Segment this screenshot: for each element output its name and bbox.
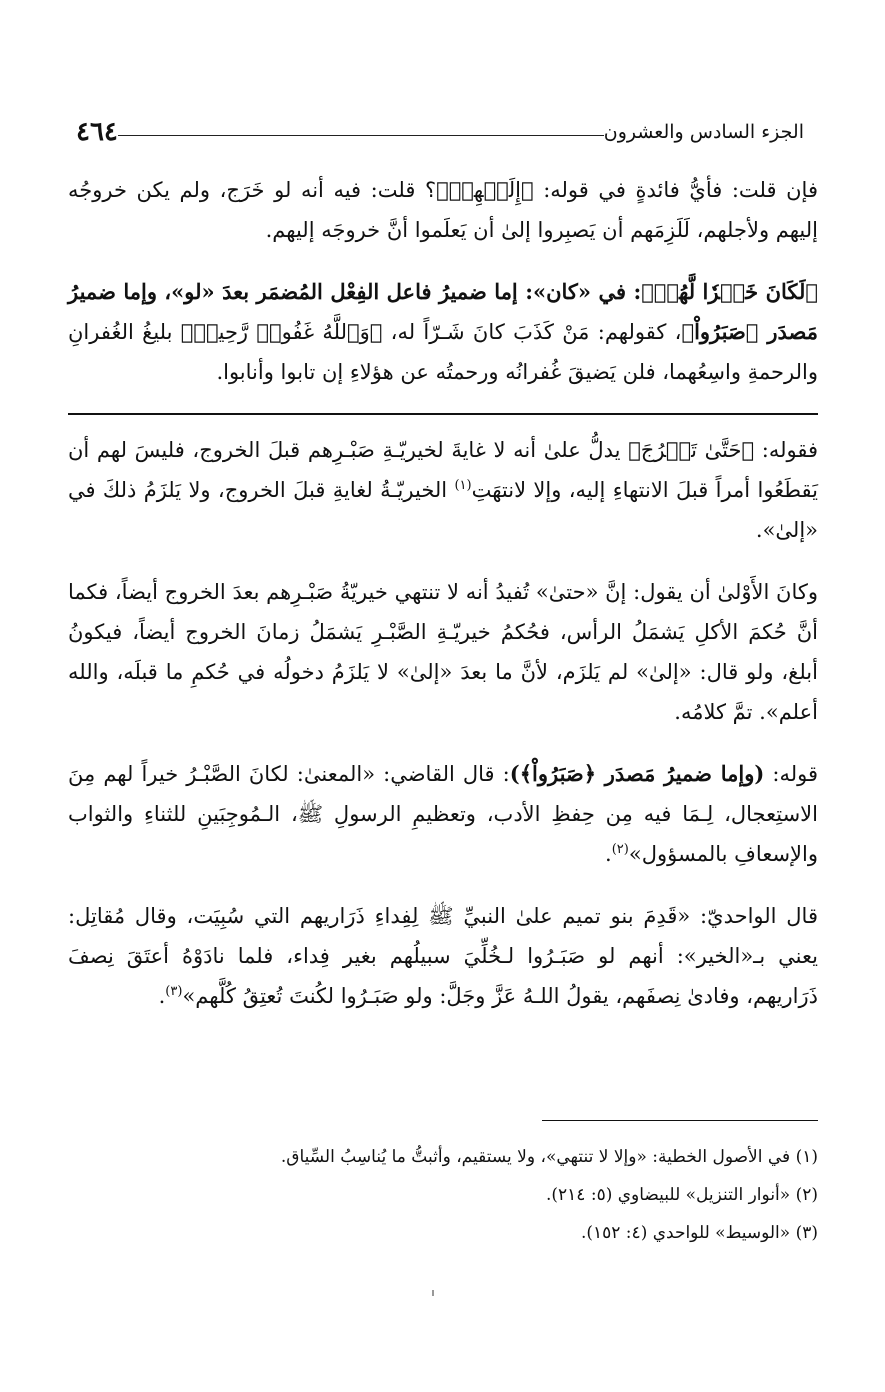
commentary-paragraph — [68, 572, 818, 732]
page-number: ٤٦٤ — [76, 117, 118, 147]
commentary-text-run: وكانَ الأَوْلىٰ أن يقول: إنَّ «حتىٰ» تُفيدُ أنه لا تنتهي خيريّةُ صَبْـرِهم بعدَ الخروج أيضاً، فكما أنَّ حُكمَ الأكلِ يَشمَلُ الرأس، فحُكمُ خيريّـةِ الصَّبْـرِ يَشمَلُ زمانَ الخروج أيضاً، فيكونُ أبلغ، ولو قال: «إلىٰ» لم يَلزَم، لأنَّ ما بعدَ «إلىٰ» لا يَلزَمُ دخولُه في حُكمِ ما قبلَه، والله أعلم». تمَّ كلامُه. — [68, 580, 818, 724]
commentary-paragraph — [68, 896, 818, 1016]
commentary-paragraph — [68, 430, 818, 550]
text-divider — [68, 413, 818, 415]
commentary-text — [68, 430, 818, 1038]
commentary-text-run: قوله: — [764, 762, 819, 786]
footnote-rule — [542, 1120, 818, 1121]
header-rule — [118, 135, 604, 136]
footnote-ref: (٣) — [165, 984, 183, 999]
main-text — [68, 170, 818, 414]
commentary-text-run: : قال القاضي: «المعنىٰ: لكانَ الصَّبْـرُ خيراً لهم مِنَ الاستِعجال، لِـمَا فيه مِن حِفظِ الأدب، وتعظيمِ الرسولِ ﷺ، الـمُوجِبَينِ للثناءِ والثواب والإسعافِ بالمسؤول» — [68, 762, 818, 866]
scan-mark — [432, 1290, 434, 1296]
footnote: (٣) «الوسيط» للواحدي (٤: ١٥٢). — [580, 1223, 818, 1243]
commentary-text-run: الخيريّـةُ لغايةِ قبلَ الخروج، ولا يَلزَمُ ذلكَ في «إلىٰ». — [68, 478, 818, 542]
commentary-text-run: فقوله: ﴿حَتَّىٰ تَخۡرُجَ﴾ يدلُّ علىٰ أنه لا غايةَ لخيريّـةِ صَبْـرِهم قبلَ الخروج، فليسَ لهم أن يَقطَعُوا أمراً قبلَ الانتهاءِ إليه، وإلا لانتهَتِ — [68, 438, 818, 502]
commentary-text-run: . — [605, 842, 612, 866]
part-title: الجزء السادس والعشرون — [603, 121, 804, 143]
main-paragraph-text: ، كقولهم: مَنْ كَذَبَ كانَ شَـرّاً له، ﴿وَٱللَّهُ غَفُورٞ رَّحِيمٞ﴾ بليغُ الغُفرانِ والرحمةِ واسِعُهما، فلن يَضيقَ غُفرانُه ورحمتُه عن هؤلاءِ إن تابوا وأنابوا. — [68, 320, 818, 384]
main-paragraph-text: فإن قلت: فأيُّ فائدةٍ في قوله: ﴿إِلَيۡهِمۡ﴾؟ قلت: فيه أنه لو خَرَج، ولم يكن خروجُه إليهم ولأجلهم، لَلَزِمَهم أن يَصبِروا إلىٰ أن يَعلَموا أنَّ خروجَه إليهم. — [68, 178, 818, 242]
footnotes — [68, 1138, 818, 1252]
commentary-text-run: قال الواحديّ: «قَدِمَ بنو تميم علىٰ النبيِّ ﷺ لِفِداءِ ذَرَاريهم التي سُبِيَت، وقال مُقاتِل: يعني بـ«الخير»: أنهم لو صَبَـرُوا لـخُلِّيَ سبيلُهم بغير فِداء، فلما نادَوْهُ أعتَقَ نِصفَ ذَرَاريهم، وفادىٰ نِصفَهم، يقولُ اللـهُ عَزَّ وجَلَّ: ولو صَبَـرُوا لكُنتَ تُعتِقُ كُلَّهم» — [68, 904, 818, 1008]
footnote-ref: (٢) — [611, 842, 629, 857]
footnote-ref: (١) — [454, 478, 472, 493]
commentary-text-run: . — [158, 984, 166, 1008]
commentary-paragraph — [68, 754, 818, 874]
main-paragraph — [68, 272, 818, 392]
main-paragraph-emphasis: وإما ضميرُ مَصدَر ﴿صَبَرُواْ﴾ — [68, 279, 818, 344]
page-header — [62, 112, 818, 152]
commentary-lemma: (وإما ضميرُ مَصدَر ﴿صَبَرُواْ﴾) — [509, 761, 765, 786]
main-paragraph — [68, 170, 818, 250]
footnote: (٢) «أنوار التنزيل» للبيضاوي (٥: ٢١٤). — [545, 1185, 818, 1205]
footnote: (١) في الأصول الخطية: «وإلا لا تنتهي»، ولا يستقيم، وأثبتُّ ما يُناسِبُ السِّياق. — [280, 1147, 818, 1167]
main-paragraph-text: ﴿لَكَانَ خَيۡرٗا لَّهُمۡ﴾: في «كان»: إما ضميرُ فاعل الفِعْل المُضمَر بعدَ «لو»، — [156, 279, 818, 304]
